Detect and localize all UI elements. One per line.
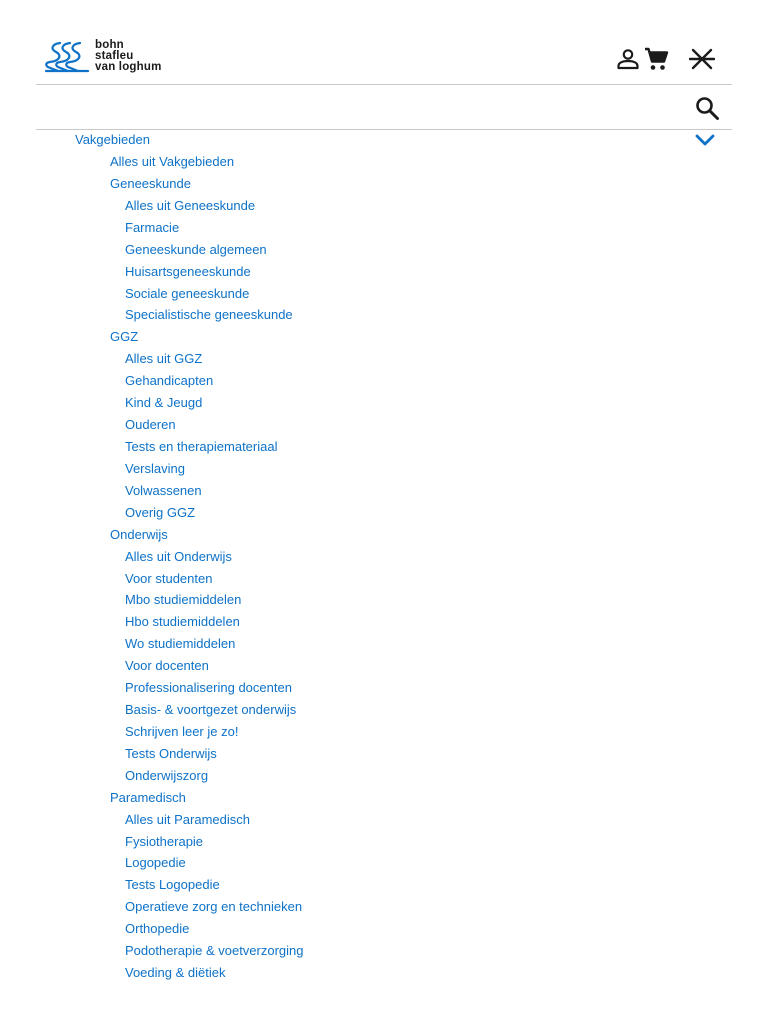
logo-line-2: stafleu bbox=[95, 50, 134, 62]
nav-subcategory-item[interactable]: Alles uit Paramedisch bbox=[125, 811, 250, 827]
nav-subcategory-item[interactable]: Operatieve zorg en technieken bbox=[125, 899, 303, 915]
search-icon[interactable] bbox=[694, 95, 720, 121]
nav-subcategory-item[interactable]: Alles uit Onderwijs bbox=[125, 548, 232, 564]
nav-subcategory-item[interactable]: Voeding & diëtiek bbox=[125, 965, 226, 980]
nav-subcategory-item[interactable]: Podotherapie & voetverzorging bbox=[125, 943, 304, 959]
nav-subcategory-item[interactable]: Wo studiemiddelen bbox=[125, 636, 236, 652]
nav-subcategory-item[interactable]: Farmacie bbox=[125, 219, 180, 235]
logo-line-3: van loghum bbox=[95, 61, 162, 73]
nav-category-item[interactable]: GGZ bbox=[110, 329, 139, 345]
nav-subcategory-item[interactable]: Ouderen bbox=[125, 417, 176, 432]
nav-subcategory-item[interactable]: Schrijven leer je zo! bbox=[125, 723, 239, 739]
nav-subcategory-item[interactable]: Fysiotherapie bbox=[125, 833, 204, 849]
nav-category-item[interactable]: Geneeskunde bbox=[110, 175, 191, 191]
nav-subcategory-item[interactable]: Geneeskunde algemeen bbox=[125, 241, 267, 257]
account-icon[interactable] bbox=[615, 46, 641, 72]
nav-subcategory-item[interactable]: Tests Logopedie bbox=[125, 877, 220, 893]
nav-subcategory-item[interactable]: Tests en therapiemateriaal bbox=[125, 439, 278, 454]
nav-subcategory-item[interactable]: Overig GGZ bbox=[125, 504, 196, 520]
nav-subcategory-item[interactable]: Tests Onderwijs bbox=[125, 745, 217, 761]
nav-subcategory-item[interactable]: Kind & Jeugd bbox=[125, 395, 203, 411]
nav-subcategory-item[interactable]: Logopedie bbox=[125, 855, 186, 871]
nav-subcategory-item[interactable]: Verslaving bbox=[125, 460, 185, 476]
nav-subcategory-item[interactable]: Alles uit GGZ bbox=[125, 351, 203, 367]
logo-wordmark bbox=[95, 40, 162, 73]
nav-subcategory-item[interactable]: Orthopedie bbox=[125, 921, 190, 937]
nav-category-item[interactable]: Alles uit Vakgebieden bbox=[110, 154, 235, 169]
nav-subcategory-item[interactable]: Mbo studiemiddelen bbox=[125, 592, 242, 608]
cart-icon[interactable] bbox=[643, 46, 669, 72]
nav-subcategory-item[interactable]: Onderwijszorg bbox=[125, 767, 209, 783]
nav-subcategory-item[interactable]: Alles uit Geneeskunde bbox=[125, 197, 256, 213]
nav-subcategory-item[interactable]: Hbo studiemiddelen bbox=[125, 614, 240, 630]
logo-line-1: bohn bbox=[95, 39, 124, 51]
nav-subcategory-item[interactable]: Sociale geneeskunde bbox=[125, 285, 250, 301]
logo[interactable] bbox=[44, 40, 184, 76]
site-header bbox=[36, 0, 732, 85]
nav-subcategory-item[interactable]: Professionalisering docenten bbox=[125, 680, 292, 696]
nav-category-item[interactable]: Paramedisch bbox=[110, 789, 186, 805]
nav-subcategory-item[interactable]: Volwassenen bbox=[125, 482, 202, 498]
nav-subcategory-item[interactable]: Voor studenten bbox=[125, 570, 213, 586]
search-bar[interactable] bbox=[36, 85, 732, 130]
nav-subcategory-item[interactable]: Specialistische geneeskunde bbox=[125, 307, 293, 323]
logo-mark-icon bbox=[44, 40, 90, 74]
nav-subcategory-item[interactable]: Gehandicapten bbox=[125, 373, 214, 389]
nav-root-vakgebieden[interactable]: Vakgebieden bbox=[75, 132, 150, 147]
chevron-down-icon[interactable] bbox=[694, 132, 716, 148]
nav-subcategory-item[interactable]: Huisartsgeneeskunde bbox=[125, 263, 251, 279]
close-icon[interactable] bbox=[689, 46, 715, 72]
nav-category-item[interactable]: Onderwijs bbox=[110, 526, 168, 542]
nav-subcategory-item[interactable]: Voor docenten bbox=[125, 658, 209, 674]
nav-subcategory-item[interactable]: Basis- & voortgezet onderwijs bbox=[125, 702, 297, 717]
